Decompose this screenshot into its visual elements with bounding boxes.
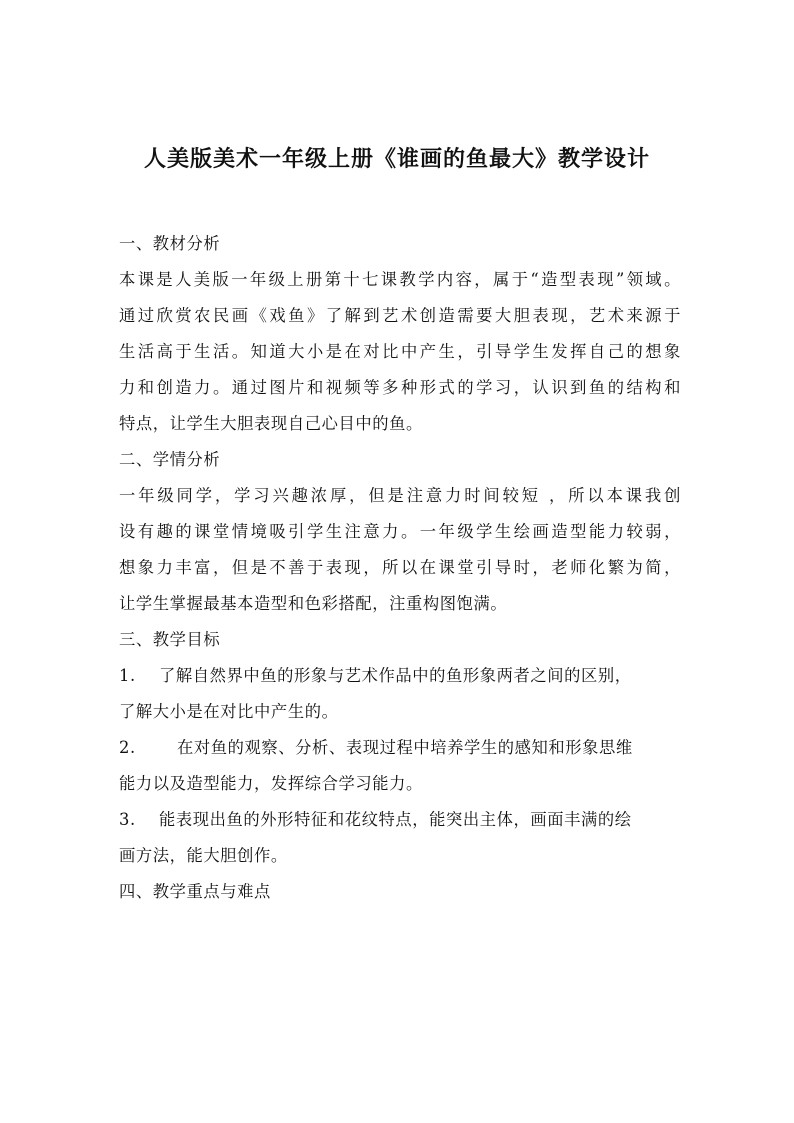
goal-number: 1.	[119, 666, 136, 685]
paragraph-line: 一年级同学，学习兴趣浓厚，但是注意力时间较短 ，所以本课我创	[119, 486, 681, 505]
goal-item-2	[119, 730, 681, 766]
goal-number: 3.	[119, 810, 136, 829]
section-heading-key-points: 四、教学重点与难点	[119, 882, 271, 901]
section-heading-materials: 一、教材分析	[119, 234, 221, 253]
paragraph-line: 生活高于生活。知道大小是在对比中产生，引导学生发挥自己的想象	[119, 342, 681, 361]
paragraph-line: 想象力丰富，但是不善于表现，所以在课堂引导时，老师化繁为简，	[119, 558, 681, 577]
document-body	[119, 226, 681, 910]
document-title: 人美版美术一年级上册《谁画的鱼最大》教学设计	[143, 146, 650, 172]
paragraph-line: 本课是人美版一年级上册第十七课教学内容，属于“造型表现”领域。	[119, 270, 681, 289]
paragraph-line: 特点，让学生大胆表现自己心目中的鱼。	[119, 414, 423, 433]
paragraph-line: 设有趣的课堂情境吸引学生注意力。一年级学生绘画造型能力较弱，	[119, 522, 681, 541]
paragraph-line: 让学生掌握最基本造型和色彩搭配，注重构图饱满。	[119, 594, 508, 613]
goal-text: 了解自然界中鱼的形象与艺术作品中的鱼形象两者之间的区别，	[159, 666, 632, 685]
goal-text: 能表现出鱼的外形特征和花纹特点，能突出主体，画面丰满的绘	[159, 810, 632, 829]
section-heading-goals: 三、教学目标	[119, 630, 221, 649]
goal-continuation: 了解大小是在对比中产生的。	[119, 702, 339, 721]
section-heading-students: 二、学情分析	[119, 450, 221, 469]
goal-item-1	[119, 658, 681, 694]
goal-continuation: 画方法，能大胆创作。	[119, 846, 288, 865]
goal-number: 2.	[119, 738, 136, 757]
goal-continuation: 能力以及造型能力，发挥综合学习能力。	[119, 774, 423, 793]
paragraph-line: 通过欣赏农民画《戏鱼》了解到艺术创造需要大胆表现，艺术来源于	[119, 306, 681, 325]
paragraph-line: 力和创造力。通过图片和视频等多种形式的学习，认识到鱼的结构和	[119, 378, 681, 397]
goal-item-3	[119, 802, 681, 838]
goal-text: 在对鱼的观察、分析、表现过程中培养学生的感知和形象思维	[177, 738, 633, 757]
